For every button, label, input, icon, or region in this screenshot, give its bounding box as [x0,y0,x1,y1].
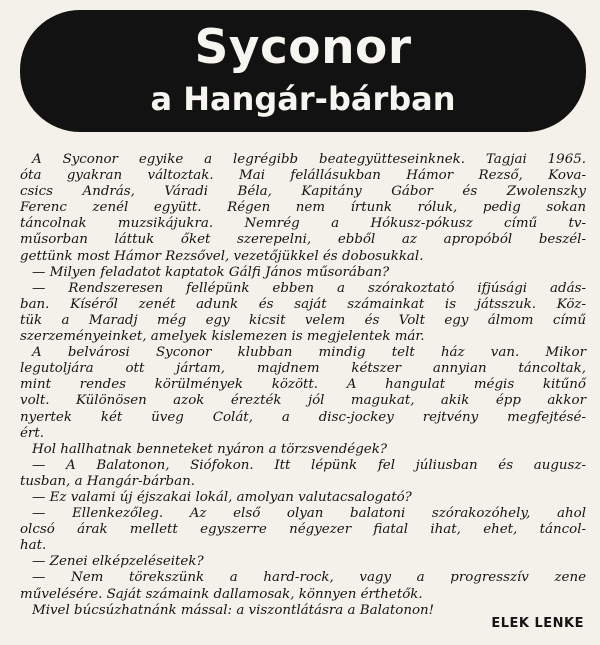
headline-banner [20,10,586,132]
article-line: — Ellenkezőleg. Az első olyan balatoni szórakozóhely, ahol [32,506,586,522]
article-line: tusban, a Hangár-bárban. [20,473,195,489]
article-line: A belvárosi Syconor klubban mindig telt ház van. Mikor [32,345,586,361]
article-line: legutoljára ott jártam, majdnem kétszer annyian táncoltak, [20,361,586,377]
article-line: tük a Maradj még egy kicsit velem és Volt egy álmom című [20,312,586,328]
article-line: mint rendes körülmények között. A hangulat mégis kitűnő [20,377,586,393]
article-line: A Syconor egyike a legrégibb beategyütteseinknek. Tagjai 1965. [32,152,586,167]
article-line: hat. [20,538,47,554]
article-line: — Rendszeresen fellépünk ebben a szórakoztató ifjúsági adás- [32,280,586,296]
article-line: óta gyakran változtak. Mai felállásukban Hámor Rezső, Kova- [20,168,586,184]
article-line: — A Balatonon, Siófokon. Itt lépünk fel júliusban és augusz- [32,457,586,473]
article-line: olcsó árak mellett egyszerre négyezer fiatal ihat, ehet, táncol- [20,522,586,538]
author-byline: ELEK LENKE [491,616,584,631]
article-line: Hol hallhatnak benneteket nyáron a törzsvendégek? [32,441,387,457]
article-line: művelésére. Saját számaink dallamosak, könnyen érthetők. [20,586,423,602]
article-line: csics András, Váradi Béla, Kapitány Gábor és Zwolenszky [20,184,586,200]
article-line: gettünk most Hámor Rezsővel, vezetőjükkel és dobosukkal. [20,248,424,264]
article-line: — Milyen feladatot kaptatok Gálfi János műsorában? [32,264,390,280]
article-line: szerzeményeinket, amelyek kislemezen is megjelentek már. [20,329,425,345]
article-line: ért. [20,425,44,441]
article-line: Ferenc zenél együtt. Régen nem írtunk róluk, pedig sokan [20,200,586,216]
article-line: volt. Különösen azok érezték jól magukat, akik épp akkor [20,393,586,409]
article-body [20,152,586,619]
article-line: nyertek két üveg Colát, a disc-jockey rejtvény megfejtésé- [20,409,586,425]
article-line: — Nem törekszünk a hard-rock, vagy a progresszív zene [32,570,586,586]
headline-title: Syconor [194,20,412,75]
article-line: táncolnak muzsikájukra. Nemrég a Hókusz-pókusz című tv- [20,216,586,232]
article-line: műsorban láttuk őket szerepelni, ebből az apropóból beszél- [20,232,586,248]
article-line: Mivel búcsúzhatnánk mással: a viszontlátásra a Balatonon! [32,602,435,618]
article-line: ban. Kíséről zenét adunk és saját számainkat is játsszuk. Köz- [20,296,586,312]
article-line: — Zenei elképzeléseitek? [32,554,204,570]
headline-subtitle: a Hangár-bárban [150,80,456,118]
article-line: — Ez valami új éjszakai lokál, amolyan valutacsalogató? [32,489,412,505]
